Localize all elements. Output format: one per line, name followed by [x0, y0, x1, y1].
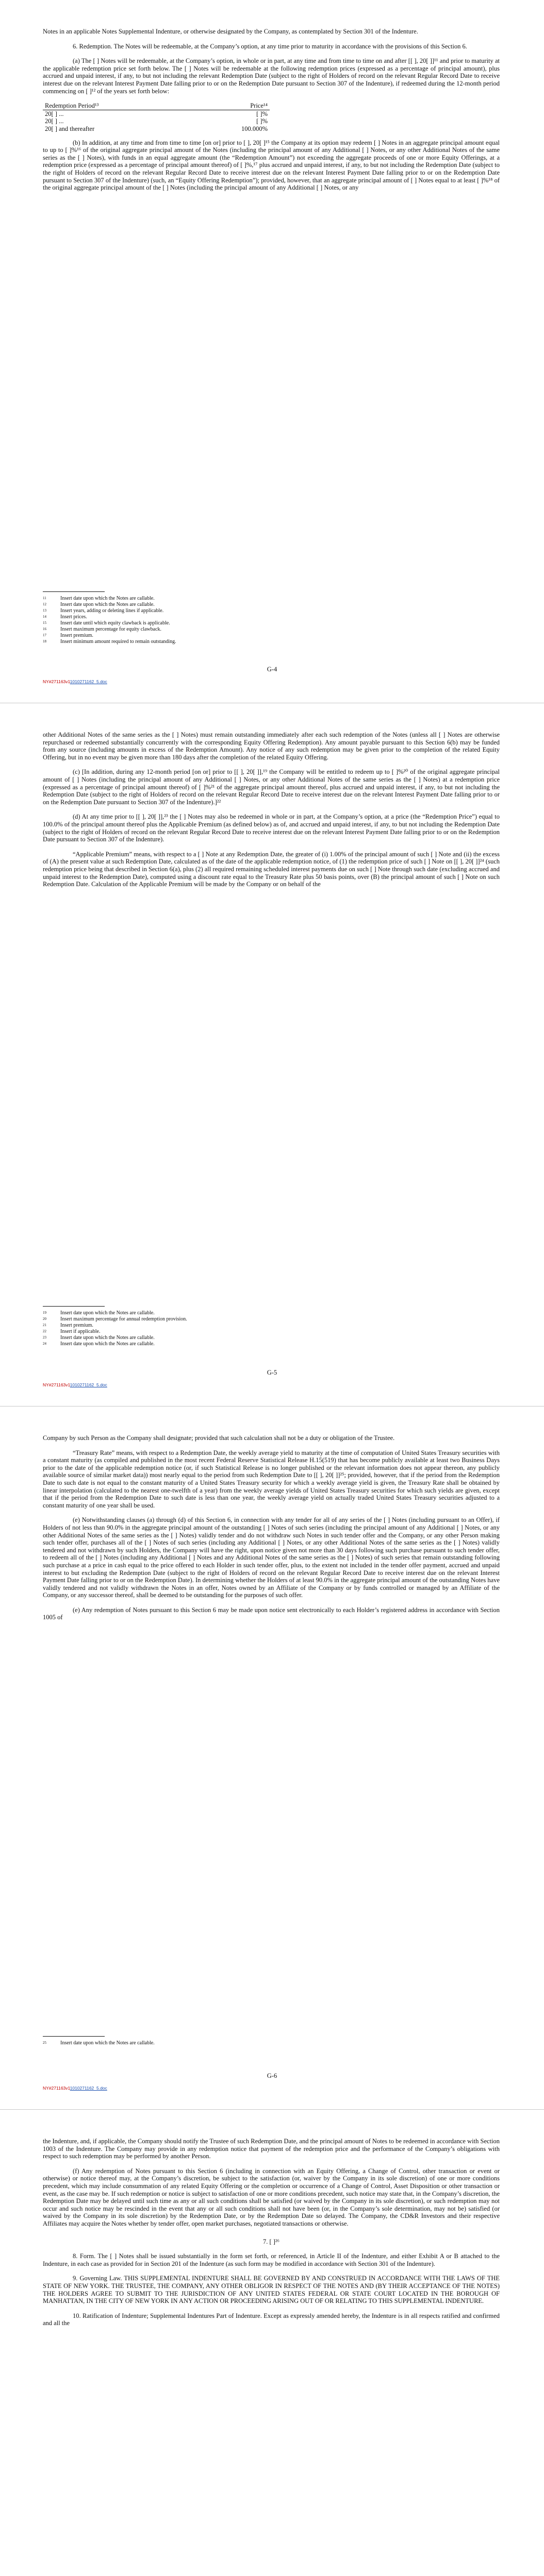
footnotes [43, 596, 500, 645]
paragraph-6e-notice: (e) Any redemption of Notes pursuant to this Section 6 may be made upon notice sent electronically to each Holder’s registered address in accordance with Section 1005 of [43, 1606, 500, 1621]
footnote-separator [43, 2036, 105, 2037]
paragraph: Company by such Person as the Company shall designate; provided that such calculation shall not be a duty or obligation of the Trustee. [43, 1434, 395, 1442]
table-cell: 20[ ] ... [45, 117, 64, 125]
footnote: 18 Insert minimum amount required to remain outstanding. [43, 639, 176, 645]
footnote: 24 Insert date upon which the Notes are callable. [43, 1341, 155, 1347]
footnote: 22 Insert if applicable. [43, 1329, 101, 1334]
footnote: 19 Insert date upon which the Notes are callable. [43, 1310, 155, 1316]
footnote: 23 Insert date upon which the Notes are callable. [43, 1335, 155, 1341]
document-link[interactable]: 1010271162_5.doc [70, 679, 107, 684]
footnote: 12 Insert date upon which the Notes are callable. [43, 602, 155, 607]
page-g4 [0, 0, 544, 703]
paragraph-section-10: 10. Ratification of Indenture; Supplemental Indentures Part of Indenture. Except as expressly amended hereby, the Indenture is in all respects ratified and confirmed and all the [43, 2312, 500, 2327]
paragraph-6c: (c) [In addition, during any 12-month period [on or] prior to [[ ], 20[ ]],¹⁹ the Company will be entitled to redeem up to [ ]%²⁰ of the original aggregate principal amount of [ ] Notes (including the principal amount of any Additional [ ] Notes, or any other Additional Notes of the same series as the [ ] Notes) at a redemption price (expressed as a percentage of principal amount thereof) of [ ]%²¹ of the aggregate principal amount thereof, plus accrued and unpaid interest, if any, to but not including the Redemption Date (subject to the right of Holders of record on the relevant Regular Record Date to receive interest due on the relevant Interest Payment Date falling prior to or on the Redemption Date pursuant to Section 307 of the Indenture).]²² [43, 768, 500, 806]
document-link[interactable]: 1010271162_5.doc [70, 2086, 107, 2091]
paragraph-applicable-premium: “Applicable Premium” means, with respect to a [ ] Note at any Redemption Date, the greater of (i) 1.00% of the principal amount of such [ ] Note and (ii) the excess of (A) the present value at such Redemption Date, calculated as of the date of the applicable redemption notice, of (1) the redemption price of such [ ] Note on [[ ], 20[ ]]²⁴ (such redemption price being that described in Section 6(a), plus (2) all required remaining scheduled interest payments due on such [ ] Note through such date (excluding accrued and unpaid interest to the Redemption Date), computed using a discount rate equal to the Treasury Rate plus 50 basis points, over (B) the principal amount of such [ ] Note on such Redemption Date. Calculation of the Applicable Premium will be made by the Company or on behalf of the [43, 850, 500, 888]
page-g7 [0, 2110, 544, 2576]
page-body [43, 28, 500, 199]
table-cell: [ ]% [256, 110, 268, 117]
footnote: 21 Insert premium. [43, 1323, 93, 1328]
paragraph-treasury-rate: “Treasury Rate” means, with respect to a Redemption Date, the weekly average yield to maturity at the time of computation of United States Treasury securities with a constant maturity (as compiled and published in the most recent Federal Reserve Statistical Release H.15(519) that has become publicly available at least two Business Days prior to the date of the applicable redemption notice (or, if such Statistical Release is no longer published or the relevant information does not appear thereon, any publicly available source of similar market data)) most nearly equal to the period from such Redemption Date to [[ ], 20[ ]]²⁵; provided, however, that if the period from the Redemption Date to such date is not equal to the constant maturity of a United States Treasury security for which a weekly average yield is given, the Treasury Rate shall be obtained by linear interpolation (calculated to the nearest one-twelfth of a year) from the weekly average yields of United States Treasury securities for which such yields are given, except that if the period from the Redemption Date to such date is less than one year, the weekly average yield on actually traded United States Treasury securities adjusted to a constant maturity of one year shall be used. [43, 1449, 500, 1509]
table-row [43, 117, 270, 125]
paragraph-6d: (d) At any time prior to [[ ], 20[ ]],²³ the [ ] Notes may also be redeemed in whole or in part, at the Company’s option, at a price (the “Redemption Price”) equal to 100.0% of the principal amount thereof plus the Applicable Premium (as defined below) as of, and accrued and unpaid interest, if any, to but not including the Redemption Date (subject to the right of Holders of record on the relevant Regular Record Date to receive interest due on the relevant Interest Payment Date falling prior to or on the Redemption Date pursuant to Section 307 of the Indenture). [43, 813, 500, 843]
footnotes [43, 1310, 500, 1347]
paragraph-6b: (b) In addition, at any time and from time to time [on or] prior to [ ], 20[ ]¹⁵ the Company at its option may redeem [ ] Notes in an aggregate principal amount equal to up to [ ]%¹⁶ of the original aggregate principal amount of the Notes (including the principal amount of any Additional [ ] Notes, or any other Additional Notes of the same series as the [ ] Notes), with funds in an equal aggregate amount (the “Redemption Amount”) not exceeding the aggregate proceeds of one or more Equity Offerings, at a redemption price (expressed as a percentage of principal amount thereof) of [ ]%,¹⁷ plus accrued and unpaid interest, if any, to but not including the Redemption Date (subject to the right of Holders of record on the relevant Regular Record Date to receive interest due on the relevant Interest Payment Date falling prior to or on the Redemption Date pursuant to Section 307 of the Indenture) (such, an “Equity Offering Redemption”); provided, however, that an aggregate principal amount of [ ] Notes equal to at least [ ]%¹⁸ of the original aggregate principal amount of the [ ] Notes (including the principal amount of any Additional [ ] Notes, or any [43, 139, 500, 192]
page-number: G-4 [267, 666, 277, 673]
table-cell: 20[ ] and thereafter [45, 125, 95, 132]
document-id: NY#271163v11010271162_5.doc [43, 679, 107, 684]
table-row [43, 110, 270, 117]
paragraph-section-9: 9. Governing Law. THIS SUPPLEMENTAL INDENTURE SHALL BE GOVERNED BY AND CONSTRUED IN ACCORDANCE WITH THE LAWS OF THE STATE OF NEW YORK. THE TRUSTEE, THE COMPANY, ANY OTHER OBLIGOR IN RESPECT OF THE NOTES AND (BY THEIR ACCEPTANCE OF THE NOTES) THE HOLDERS AGREE TO SUBMIT TO THE JURISDICTION OF ANY UNITED STATES FEDERAL OR STATE COURT LOCATED IN THE BOROUGH OF MANHATTAN, IN THE CITY OF NEW YORK IN ANY ACTION OR PROCEEDING ARISING OUT OF OR RELATING TO THIS SUPPLEMENTAL INDENTURE. [43, 2275, 500, 2305]
paragraph-section-8: 8. Form. The [ ] Notes shall be issued substantially in the form set forth, or referenced, in Article II of the Indenture, and either Exhibit A or B attached to the Indenture, in each case as provided for in Section 201 of the Indenture (as such form may be modified in accordance with Section 301 of the Indenture). [43, 2252, 500, 2267]
table-row [43, 125, 270, 133]
footnote-separator [43, 1306, 105, 1307]
footnote-separator [43, 591, 105, 592]
table-header: Price¹⁴ [191, 102, 270, 110]
document-id: NY#271163v11010271162_5.doc [43, 1382, 107, 1387]
table-cell: 20[ ] ... [45, 110, 64, 117]
table-cell: [ ]% [256, 117, 268, 125]
footnote: 20 Insert maximum percentage for annual redemption provision. [43, 1316, 187, 1322]
page-g5 [0, 703, 544, 1406]
paragraph-6a: (a) The [ ] Notes will be redeemable, at the Company’s option, in whole or in part, at any time and from time to time on and after [[ ], 20[ ]]¹¹ and prior to maturity at the applicable redemption price set forth below. The [ ] Notes will be redeemable at the following redemption prices (expressed as a percentage of principal amount), plus accrued and unpaid interest, if any, to but not including the relevant Redemption Date (subject to the right of Holders of record on the relevant Regular Record Date to receive interest due on the relevant Interest Payment Date falling prior to or on the Redemption Date pursuant to Section 307 of the Indenture), if redeemed during the 12-month period commencing on [ ]¹² of the years set forth below: [43, 57, 500, 95]
paragraph-6e: (e) Notwithstanding clauses (a) through (d) of this Section 6, in connection with any tender for all of any series of the [ ] Notes (including pursuant to an Offer), if Holders of not less than 90.0% in the aggregate principal amount of the outstanding [ ] Notes of such series (including the principal amount of any Additional [ ] Notes, or any other Additional Notes of the same series as the [ ] Notes) validly tender and do not withdraw such Notes in such tender offer and the Company, or any other Person making such tender offer, purchases all of the [ ] Notes of such series (including any Additional [ ] Notes, or any other Additional Notes of the same series as the [ ] Notes) validly tendered and not withdrawn by such Holders, the Company will have the right, upon notice given not more than 30 days following such purchase pursuant to such tender offer, to redeem all of the [ ] Notes (including any Additional [ ] Notes and any Additional Notes of the same series as the [ ] Notes) of such series that remain outstanding following such purchase at a price in cash equal to the price offered to each Holder in such tender offer, plus, to the extent not included in the tender offer payment, accrued and unpaid interest to but excluding the Redemption Date (subject to the right of Holders of record on the relevant Regular Record Date to receive interest due on the relevant Interest Payment Date falling prior to or on the Redemption Date). In determining whether the Holders of at least 90.0% in the aggregate principal amount of the outstanding Notes have validly tendered and not validly withdrawn the Notes in an offer, Notes owned by an Affiliate of the Company or by funds controlled or managed by an Affiliate of the Company, or any successor thereof, shall be deemed to be outstanding for the purposes of such offer. [43, 1516, 500, 1599]
page-number: G-5 [267, 1369, 277, 1376]
footnote: 14 Insert prices. [43, 614, 87, 620]
paragraph-section-6: 6. Redemption. The Notes will be redeemable, at the Company’s option, at any time prior to maturity in accordance with the provisions of this Section 6. [73, 42, 467, 50]
paragraph-6f: (f) Any redemption of Notes pursuant to this Section 6 (including in connection with an Equity Offering, a Change of Control, other transaction or event or otherwise) or notice thereof may, at the Company’s discretion, be subject to the satisfaction (or, waiver by the Company in its sole discretion) of one or more conditions precedent, which may include consummation of any related Equity Offering or the completion or occurrence of a Change of Control, Asset Disposition or other transaction or event, as the case may be. If such redemption or notice is subject to satisfaction of one or more conditions precedent, such notice may state that, in the Company’s discretion, the Redemption Date may be delayed until such time as any or all such conditions shall be satisfied (or waived by the Company in its sole discretion), or such redemption may not occur and such notice may be rescinded in the event that any or all such conditions shall not have been (or, in the Company’s sole determination, may not be) satisfied (or waived by the Company in its sole discretion) by the Redemption Date, or by the Redemption Date so delayed. The Company, the CD&R Investors and their respective Affiliates may acquire the Notes whether by tender offer, open market purchases, negotiated transactions or otherwise. [43, 2167, 500, 2227]
section-7-heading: 7. [ ]²⁶ [262, 2238, 280, 2245]
footnote: 13 Insert years, adding or deleting lines if applicable. [43, 608, 164, 614]
page-body [43, 731, 500, 895]
page-body [43, 1434, 500, 1629]
document-link[interactable]: 1010271162_5.doc [70, 1382, 107, 1387]
redemption-price-table [43, 102, 270, 132]
table-header: Redemption Period¹³ [43, 102, 191, 110]
paragraph: the Indenture, and, if applicable, the Company should notify the Trustee of such Redemption Date, and the principal amount of Notes to be redeemed in accordance with Section 1003 of the Indenture. The Company may provide in any redemption notice that payment of the redemption price and the performance of the Company’s obligations with respect to such redemption may be performed by another Person. [43, 2138, 500, 2160]
footnote: 15 Insert date until which equity clawback is applicable. [43, 620, 170, 626]
footnote: 11 Insert date upon which the Notes are callable. [43, 596, 155, 601]
document-id: NY#271163v11010271162_5.doc [43, 2086, 107, 2091]
page-g6 [0, 1406, 544, 2110]
footnote: 16 Insert maximum percentage for equity clawback. [43, 626, 162, 632]
footnote: 25 Insert date upon which the Notes are callable. [43, 2040, 155, 2046]
footnote: 17 Insert premium. [43, 633, 93, 638]
paragraph: other Additional Notes of the same series as the [ ] Notes) must remain outstanding immediately after each such redemption of the Notes (unless all [ ] Notes are otherwise repurchased or redeemed substantially concurrently with the corresponding Equity Offering Redemption). Any amount payable pursuant to this Section 6(b) may be funded from any source (including amounts in excess of the Redemption Amount). Any notice of any such redemption may be given prior to the completion of the related Equity Offering, but in no event may be given more than 180 days after the completion of the related Equity Offering. [43, 731, 500, 761]
page-body [43, 2138, 500, 2334]
table-cell: 100.000% [241, 125, 268, 132]
page-number: G-6 [267, 2072, 277, 2079]
paragraph: Notes in an applicable Notes Supplemental Indenture, or otherwise designated by the Company, as contemplated by Section 301 of the Indenture. [43, 28, 418, 35]
footnotes [43, 2040, 500, 2046]
